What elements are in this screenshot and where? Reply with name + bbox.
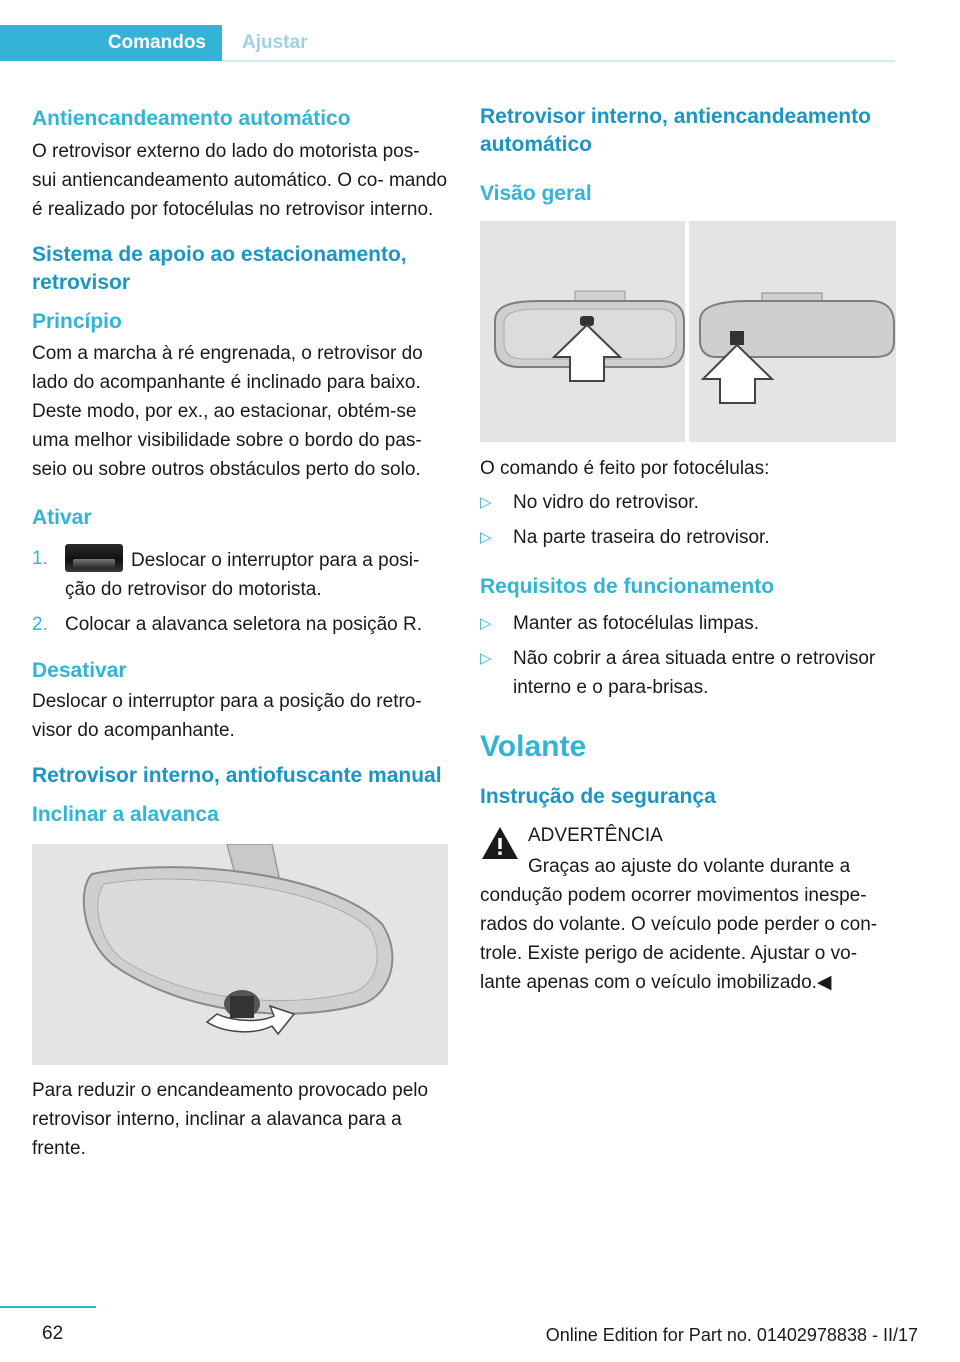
- list-item: ▷ No vidro do retrovisor.: [480, 488, 896, 517]
- list-item: [32, 544, 448, 604]
- list-item: [32, 610, 448, 639]
- mirror-overview-illustration: [480, 221, 896, 442]
- list-item: ▷ Na parte traseira do retrovisor.: [480, 523, 896, 552]
- subtitle-visao-geral: Visão geral: [480, 182, 592, 205]
- triangle-bullet-icon: ▷: [480, 529, 492, 546]
- step-number: 2.: [32, 614, 48, 635]
- triangle-bullet-icon: ▷: [480, 615, 492, 632]
- warning-text: Graças ao ajuste do volante durante a condução podem ocorrer movimentos inespe‐ rados do volante. O veículo pode perder o con‐ trole. Existe perigo de acidente. Ajustar o vo‐ lante apenas com o veículo imobilizado.◀: [480, 856, 878, 993]
- right-column: [480, 100, 896, 997]
- left-column: [32, 100, 448, 1163]
- page-number: 62: [42, 1323, 64, 1344]
- tab-ajustar[interactable]: Ajustar: [242, 32, 308, 53]
- mirror-switch-icon: [65, 544, 123, 572]
- section-title-retrovisor-automatico: Retrovisor interno, antiencandeamento automático: [480, 105, 871, 156]
- paragraph-fotocelulas: O comando é feito por fotocélulas:: [480, 458, 770, 479]
- warning-block: [480, 821, 896, 997]
- paragraph-antiencandeamento: O retrovisor externo do lado do motorista pos‐ sui antiencandeamento automático. O co‐ mando é realizado por fotocélulas no retrovisor interno.: [32, 141, 448, 220]
- list-item: ▷ Manter as fotocélulas limpas.: [480, 609, 896, 638]
- subtitle-ativar: Ativar: [32, 506, 92, 529]
- section-title-antiofuscante: Retrovisor interno, antiofuscante manual: [32, 764, 442, 787]
- tab-comandos[interactable]: [0, 25, 222, 61]
- list-item: ▷ Não cobrir a área situada entre o retrovisor interno e o para-brisas.: [480, 644, 896, 702]
- photocell-list: [480, 488, 896, 552]
- section-title-volante: Volante: [480, 730, 587, 763]
- header-tabs: [0, 25, 895, 61]
- section-title-sistema-apoio: Sistema de apoio ao estacionamento, retrovisor: [32, 243, 407, 294]
- subtitle-requisitos: Requisitos de funcionamento: [480, 575, 775, 598]
- subtitle-inclinar-alavanca: Inclinar a alavanca: [32, 803, 219, 826]
- paragraph-desativar: Deslocar o interruptor para a posição do retro‐ visor do acompanhante.: [32, 691, 422, 741]
- activate-steps: [32, 544, 448, 639]
- mirror-overview-image: [480, 221, 896, 442]
- step-number: 1.: [32, 548, 48, 569]
- subtitle-instrucao-seguranca: Instrução de segurança: [480, 785, 716, 808]
- step-text: Colocar a alavanca seletora na posição R.: [65, 614, 422, 635]
- mirror-lever-image: [32, 844, 448, 1065]
- triangle-bullet-icon: ▷: [480, 650, 492, 667]
- tab-comandos-label: Comandos: [107, 32, 206, 53]
- subtitle-principio: Princípio: [32, 310, 122, 333]
- edition-text: Online Edition for Part no. 01402978838 - II/17: [545, 1325, 918, 1345]
- requirements-list: [480, 609, 896, 702]
- triangle-bullet-icon: ▷: [480, 494, 492, 511]
- paragraph-inclinar: Para reduzir o encandeamento provocado pelo retrovisor interno, inclinar a alavanca para a frente.: [32, 1080, 429, 1159]
- section-title-antiencandeamento: Antiencandeamento automático: [32, 107, 351, 130]
- warning-triangle-icon: [480, 825, 520, 861]
- header-rule: [222, 60, 895, 62]
- subtitle-desativar: Desativar: [32, 659, 127, 682]
- warning-title: ADVERTÊNCIA: [528, 825, 663, 846]
- paragraph-principio: Com a marcha à ré engrenada, o retrovisor do lado do acompanhante é inclinado para baixo. Deste modo, por ex., ao estacionar, obtém-se uma melhor visibilidade sobre o bordo do pas‐ seio ou sobre outros obstáculos perto do solo.: [32, 343, 423, 480]
- mirror-lever-illustration: [32, 844, 448, 1065]
- footer-rule: [0, 1306, 96, 1308]
- step-text: Deslocar o interruptor para a posi‐ ção do retrovisor do motorista.: [65, 550, 420, 600]
